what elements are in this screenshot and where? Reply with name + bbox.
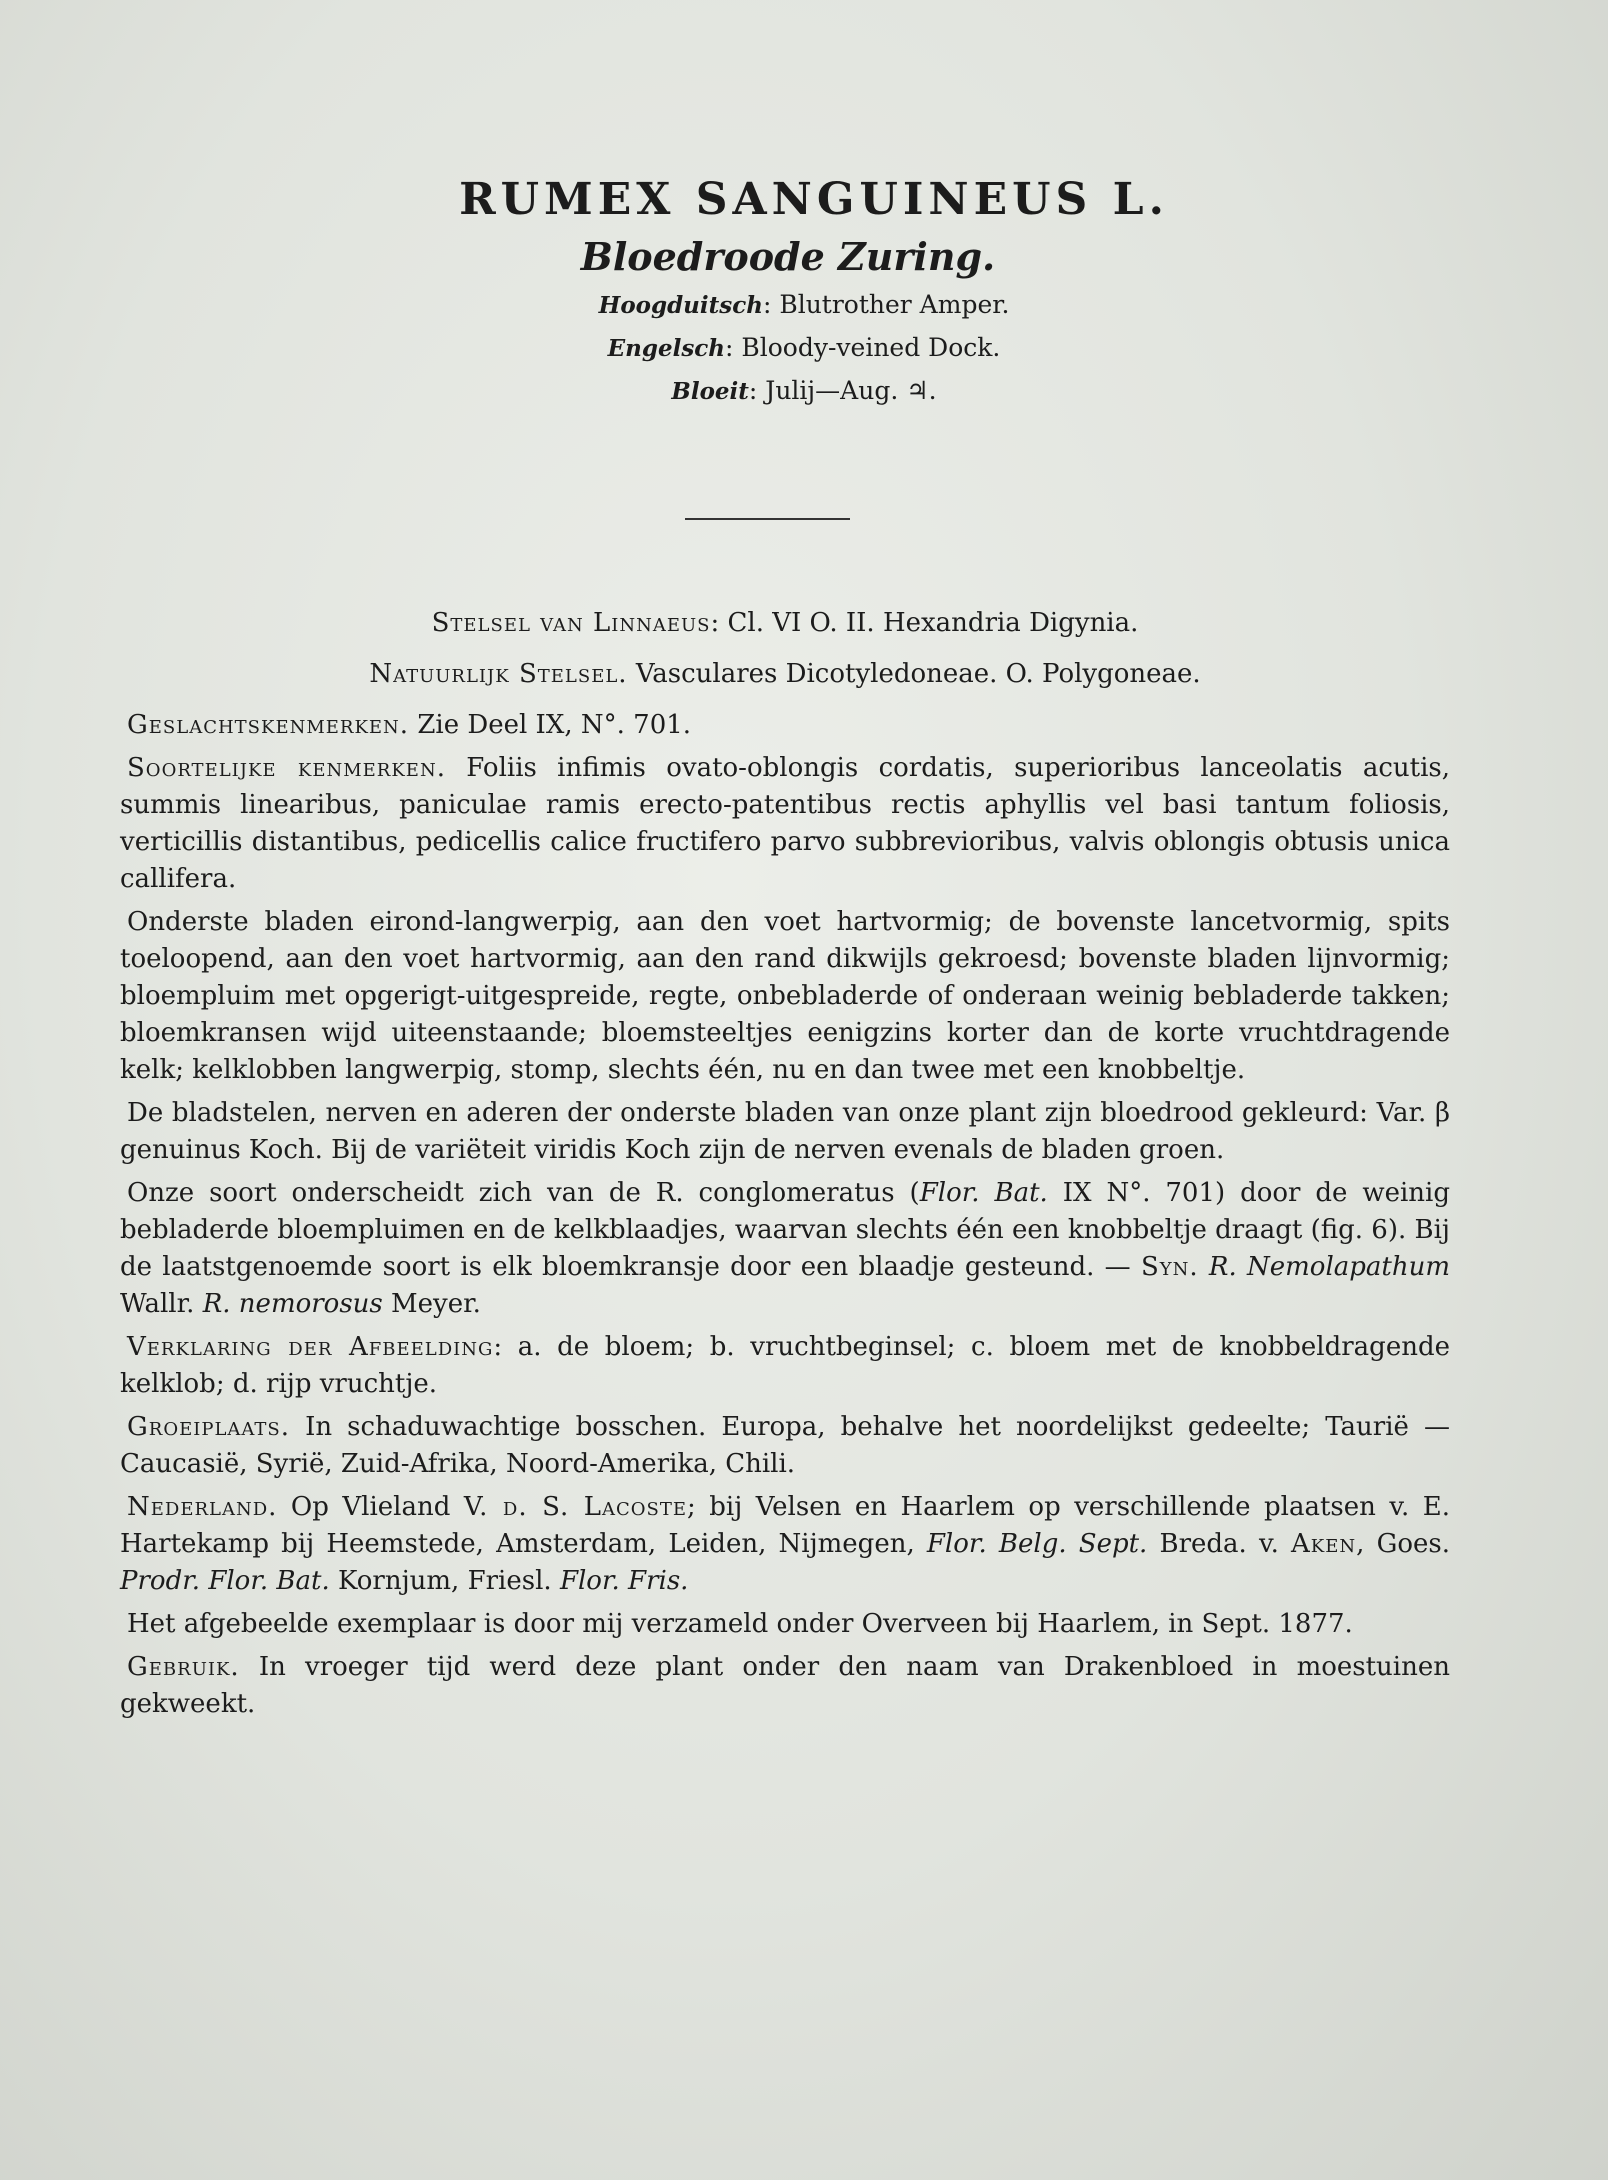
english-name-line	[0, 327, 1608, 370]
variety-paragraph: De bladstelen, nerven en aderen der onderste bladen van onze plant zijn bloedrood gekleurd: Var. β genuinus Koch. Bij de variëteit viridis Koch zijn de nerven evenals de bladen groen.	[120, 1098, 1450, 1165]
german-value: : Blutrother Amper.	[762, 290, 1010, 319]
habitat-text: In schaduwachtige bosschen. Europa, behalve het noordelijkst gedeelte; Taurië — Caucasië, Syrië, Zuid-Afrika, Noord-Amerika, Chili.	[120, 1412, 1450, 1479]
natural-system	[120, 656, 1450, 693]
specimen-paragraph: Het afgebeelde exemplaar is door mij verzameld onder Overveen bij Haarlem, in Sept. 1877.	[127, 1609, 1353, 1639]
linnaeus-label: Stelsel van Linnaeus	[431, 608, 711, 638]
syn-label: Syn.	[1140, 1252, 1199, 1282]
netherlands-label: Nederland.	[127, 1492, 278, 1522]
genus-characters	[120, 707, 1450, 744]
natural-text: Vasculares Dicotyledoneae. O. Polygoneae.	[627, 659, 1201, 689]
explanation-text: : a. de bloem; b. vruchtbeginsel; c. bloem met de knobbeldragende kelklob; d. rijp vruchtje.	[120, 1332, 1450, 1399]
netherlands-part1: Op Vlieland	[277, 1492, 464, 1522]
divider-rule	[685, 518, 850, 520]
syn-part2: Meyer.	[382, 1289, 481, 1319]
dutch-common-name: Bloedroode Zuring.	[580, 234, 996, 279]
description-body	[120, 605, 1450, 1729]
natural-label: Natuurlijk Stelsel.	[369, 659, 628, 689]
german-name-line	[0, 284, 1608, 327]
netherlands-collector1: V. d. S. Lacoste	[463, 1492, 687, 1522]
genus-label: Geslachtskenmerken.	[127, 710, 410, 740]
netherlands-ref1: Flor. Belg. Sept.	[926, 1529, 1148, 1559]
difference-part2: IX N°. 701) door de weinig bebladerde bloempluimen en de kelkblaadjes, waarvan slechts één een knobbeltje draagt (fig. 6). Bij de laatstgenoemde soort is elk bloemkransje door een blaadje gesteund. —	[120, 1178, 1450, 1282]
use-label: Gebruik.	[127, 1652, 240, 1682]
german-label: Hoogduitsch	[598, 292, 763, 319]
use-paragraph	[120, 1649, 1450, 1723]
bloom-label: Bloeit	[671, 378, 749, 405]
figure-explanation	[120, 1329, 1450, 1403]
difference-part1: Onze soort onderscheidt zich van de R. conglomeratus (	[127, 1178, 920, 1208]
linnaeus-text: : Cl. VI O. II. Hexandria Digynia.	[710, 608, 1139, 638]
difference-paragraph	[120, 1175, 1450, 1323]
bloom-line	[0, 370, 1608, 413]
netherlands-part4: , Goes.	[1356, 1529, 1450, 1559]
syn-name1: R. Nemolapathum	[1198, 1252, 1450, 1282]
genus-text: Zie Deel IX, N°. 701.	[409, 710, 692, 740]
syn-part1: Wallr.	[120, 1289, 195, 1319]
netherlands-collector2: Aken	[1291, 1529, 1357, 1559]
syn-name2: R. nemorosus	[194, 1289, 383, 1319]
species-label: Soortelijke kenmerken.	[127, 753, 446, 783]
page-header	[0, 170, 1608, 413]
netherlands-ref2: Prodr. Flor. Bat.	[120, 1566, 330, 1596]
netherlands-paragraph	[120, 1489, 1450, 1600]
species-title: RUMEX SANGUINEUS L.	[459, 174, 1169, 225]
bloom-value: : Julij—Aug. ♃.	[748, 376, 937, 405]
linnaeus-system	[120, 605, 1450, 642]
dutch-description: Onderste bladen eirond-langwerpig, aan den voet hartvormig; de bovenste lancetvormig, spits toeloopend, aan den voet hartvormig, aan den rand dikwijls gekroesd; bovenste bladen lijnvormig; bloempluim met opgerigt-uitgespreide, regte, onbebladerde of onderaan weinig bebladerde takken; bloemkransen wijd uiteenstaande; bloemsteeltjes eenigzins korter dan de korte vruchtdragende kelk; kelklobben langwerpig, stomp, slechts één, nu en dan twee met een knobbeltje.	[120, 907, 1450, 1085]
species-text: Foliis infimis ovato-oblongis cordatis, superioribus lanceolatis acutis, summis linearibus, paniculae ramis erecto-patentibus rectis aphyllis vel basi tantum foliosis, verticillis distantibus, pedicellis calice fructifero parvo subbrevioribus, valvis oblongis obtusis unica callifera.	[120, 753, 1450, 894]
netherlands-ref3: Flor. Fris.	[559, 1566, 689, 1596]
use-text: In vroeger tijd werd deze plant onder den naam van Drakenbloed in moestuinen gekweekt.	[120, 1652, 1450, 1719]
english-label: Engelsch	[607, 335, 725, 362]
difference-ref1: Flor. Bat.	[919, 1178, 1048, 1208]
habitat-paragraph	[120, 1409, 1450, 1483]
explanation-label: Verklaring der Afbeelding	[127, 1332, 494, 1362]
species-characters	[120, 750, 1450, 898]
netherlands-part5: Kornjum, Friesl.	[329, 1566, 560, 1596]
netherlands-part3: Breda. v.	[1147, 1529, 1292, 1559]
english-value: : Bloody-veined Dock.	[725, 333, 1001, 362]
habitat-label: Groeiplaats.	[127, 1412, 291, 1442]
netherlands-part2: ; bij Velsen en Haarlem op verschillende plaatsen v. E. Hartekamp bij Heemstede, Amsterdam, Leiden, Nijmegen,	[120, 1492, 1450, 1559]
